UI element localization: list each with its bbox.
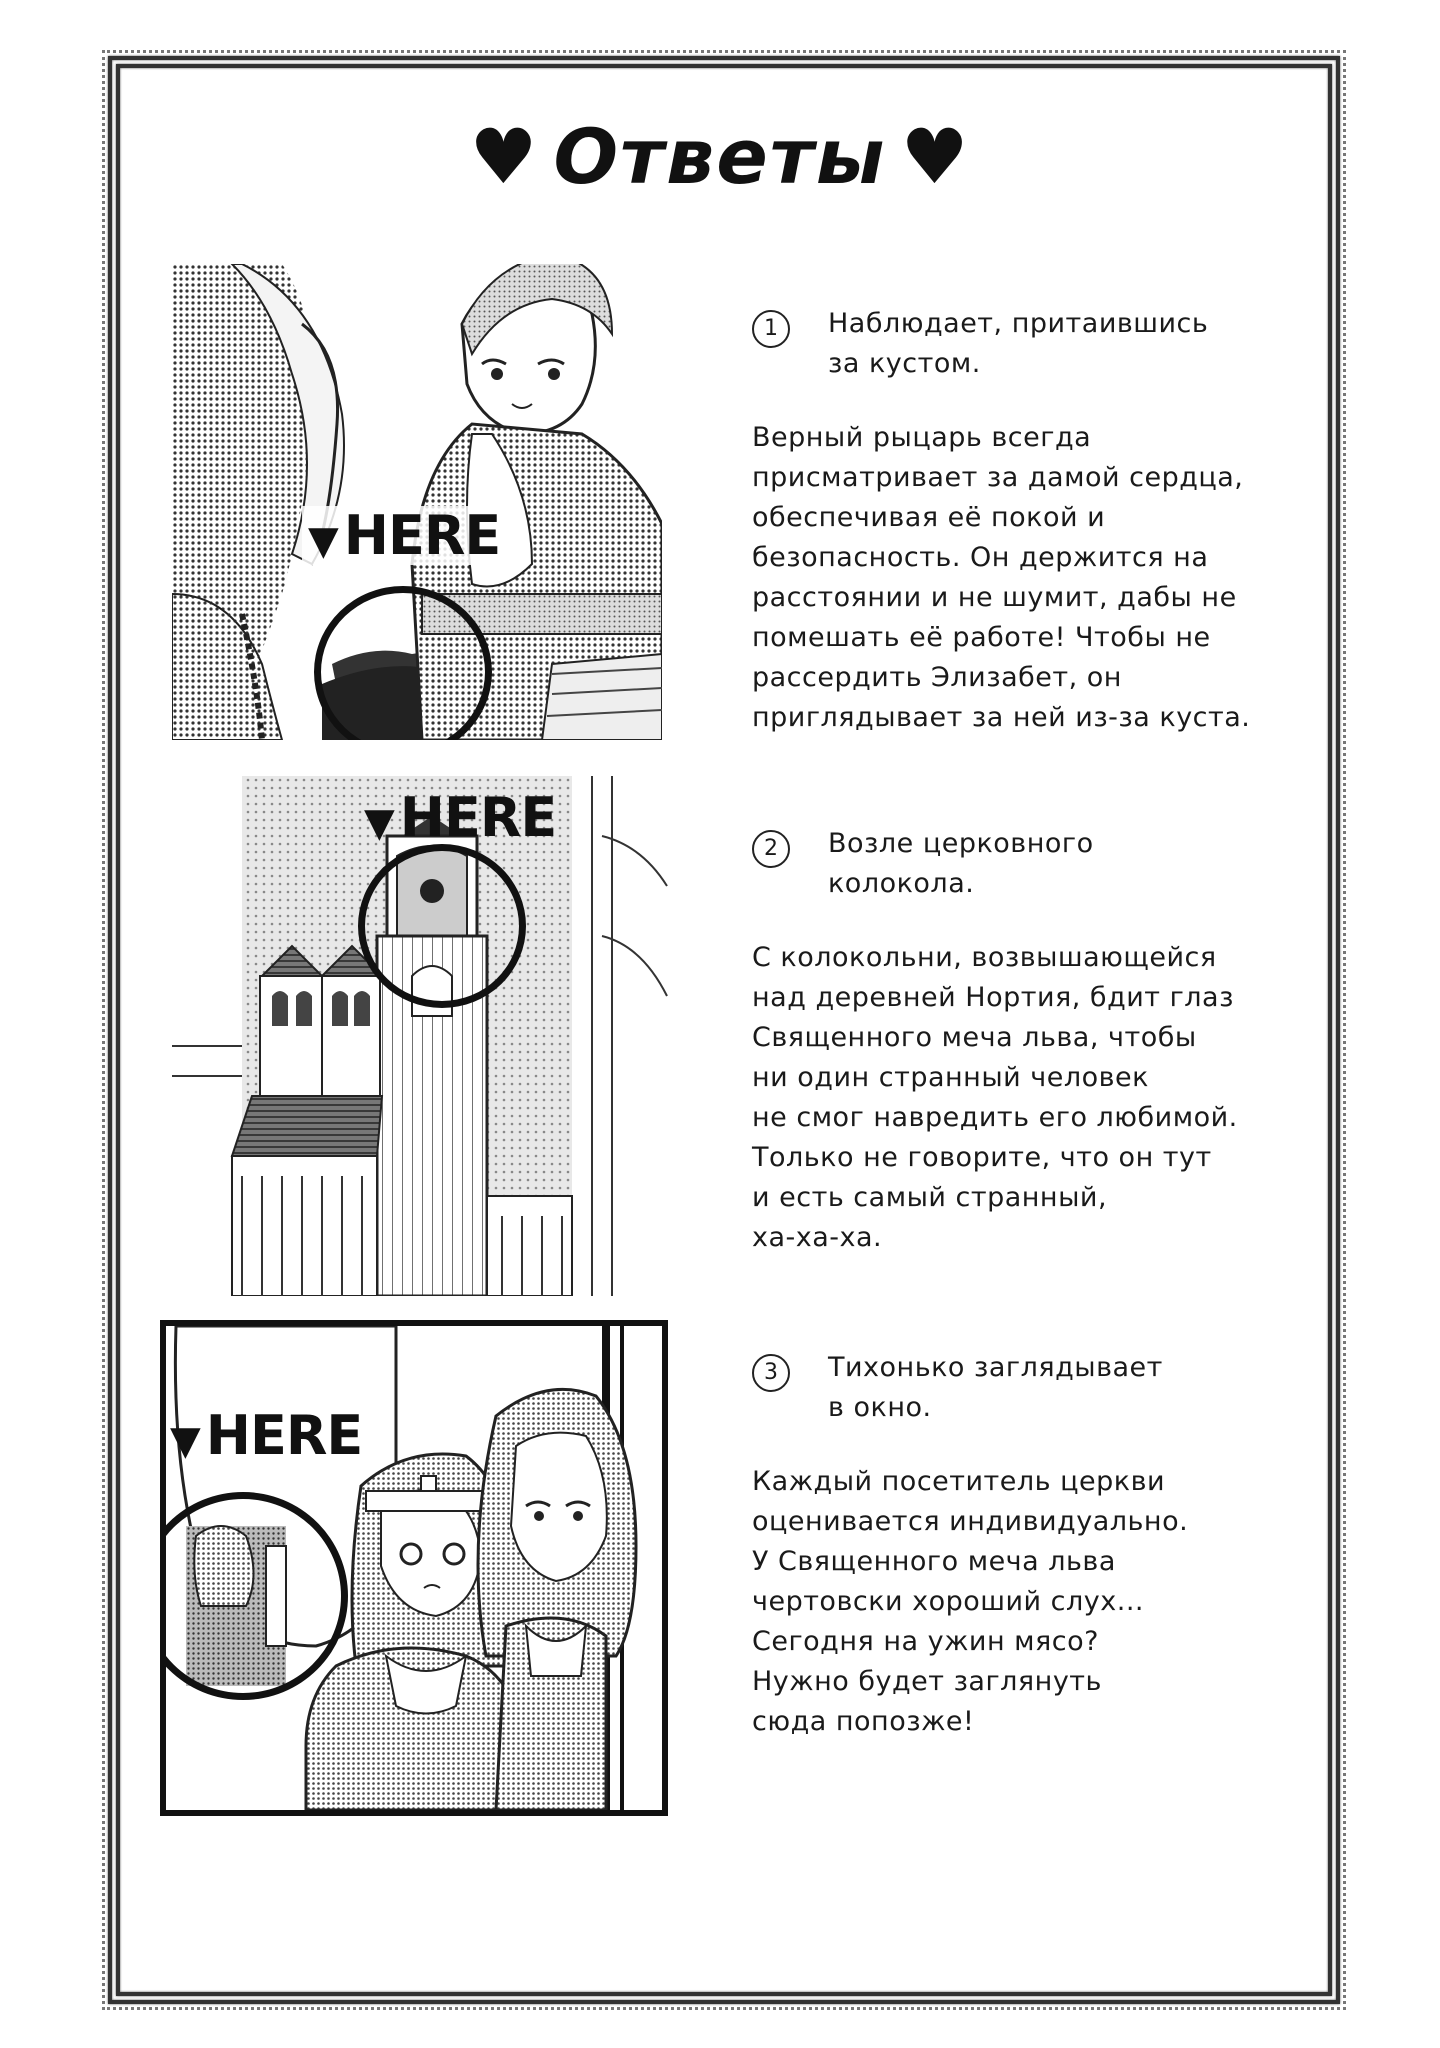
here-marker [358, 788, 562, 847]
manga-panel-3 [160, 1320, 668, 1816]
here-label: HERE [205, 1404, 363, 1467]
answer-heading: Наблюдает, притаившись за кустом. [828, 308, 1209, 379]
answer-2 [752, 824, 1292, 1258]
answer-body: Верный рыцарь всегда присматривает за дамой сердца, обеспечивая её покой и безопасность. Он держится на расстоянии и не шумит, дабы не помешать её работе! Чтобы не рассердить Элизабет, он приглядывает за ней из-за куста. [752, 422, 1251, 733]
down-triangle-icon: ▼ [170, 1418, 200, 1464]
answer-body: Каждый посетитель церкви оценивается индивидуально. У Священного меча льва чертовски хороший слух... Сегодня на ужин мясо? Нужно будет заглянуть сюда попозже! [752, 1466, 1189, 1737]
here-marker [302, 506, 506, 565]
here-marker [164, 1406, 368, 1465]
answer-3 [752, 1348, 1292, 1742]
page-title [0, 112, 1440, 201]
highlight-circle [358, 844, 526, 1008]
manga-panel-2 [172, 776, 674, 1296]
down-triangle-icon: ▼ [308, 518, 338, 564]
here-label: HERE [343, 504, 501, 567]
manga-panel-1 [172, 264, 662, 740]
answer-body: С колокольни, возвышающейся над деревней Нортия, бдит глаз Священного меча льва, чтобы ни один странный человек не смог навредить его любимой. Только не говорите, что он тут и есть самый странный, ха-ха-ха. [752, 942, 1238, 1253]
answer-heading: Возле церковного колокола. [828, 828, 1094, 899]
answer-1 [752, 304, 1292, 738]
answer-number: 1 [752, 310, 790, 348]
answer-number: 2 [752, 830, 790, 868]
title-text: Ответы [553, 112, 887, 201]
here-label: HERE [399, 786, 557, 849]
heart-icon: ♥ [900, 112, 971, 201]
down-triangle-icon: ▼ [364, 800, 394, 846]
answer-number: 3 [752, 1354, 790, 1392]
answer-heading: Тихонько заглядывает в окно. [828, 1352, 1163, 1423]
heart-icon: ♥ [469, 112, 540, 201]
